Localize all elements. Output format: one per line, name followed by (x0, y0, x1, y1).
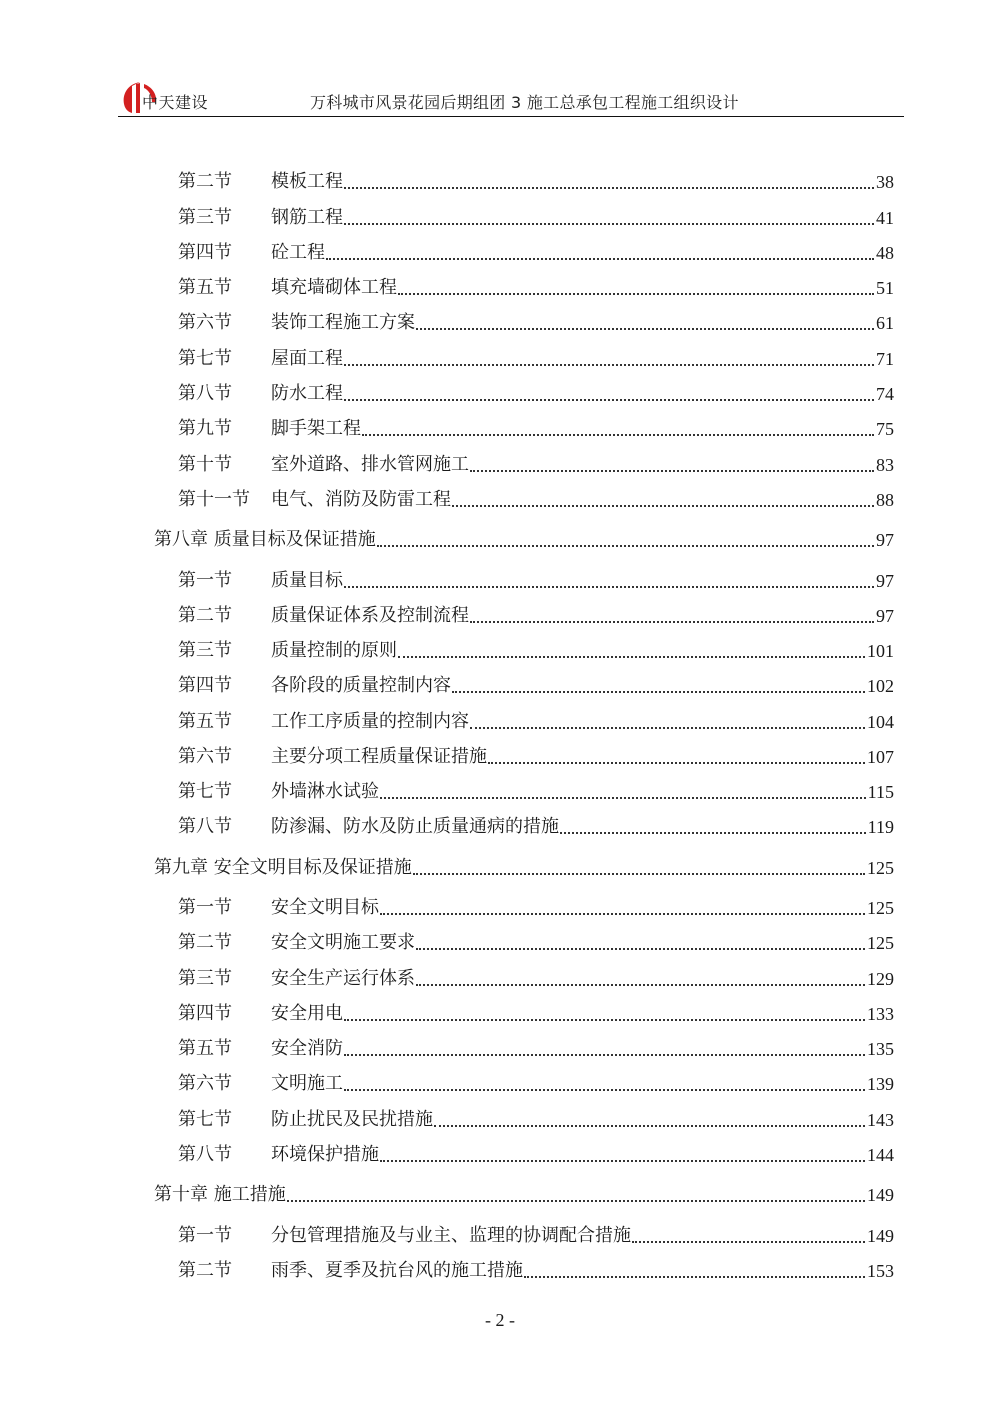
toc-page-number: 125 (867, 933, 894, 953)
dot-leader (380, 797, 866, 799)
dot-leader (452, 691, 865, 693)
toc-section-entry[interactable] (0, 1069, 1000, 1095)
toc-page-number: 74 (876, 384, 894, 404)
toc-section-entry[interactable] (0, 893, 1000, 919)
dot-leader (416, 984, 865, 986)
toc-section-title: 质量保证体系及控制流程 (271, 605, 469, 626)
toc-section-number: 第四节 (178, 675, 232, 696)
toc-section-entry[interactable] (0, 928, 1000, 954)
toc-page-number: 61 (876, 313, 894, 333)
toc-section-title: 环境保护措施 (271, 1144, 379, 1165)
toc-section-title: 安全文明目标 (271, 897, 379, 918)
toc-section-title: 防止扰民及民扰措施 (271, 1109, 433, 1130)
toc-section-title: 防水工程 (271, 383, 343, 404)
toc-section-number: 第九节 (178, 418, 232, 439)
toc-section-title: 工作工序质量的控制内容 (271, 711, 469, 732)
dot-leader (398, 656, 865, 658)
toc-section-title: 质量目标 (271, 570, 343, 591)
toc-section-number: 第一节 (178, 570, 232, 591)
dot-leader (488, 762, 865, 764)
company-name: 中天建设 (142, 93, 209, 112)
dot-leader (344, 586, 874, 588)
toc-section-title: 室外道路、排水管网施工 (271, 454, 469, 475)
dot-leader (470, 470, 874, 472)
dot-leader (326, 258, 874, 260)
toc-section-entry[interactable] (0, 414, 1000, 440)
toc-page-number: 119 (867, 817, 894, 837)
toc-chapter-title: 第八章 质量目标及保证措施 (154, 529, 376, 550)
document-title: 万科城市风景花园后期组团 3 施工总承包工程施工组织设计 (310, 93, 739, 112)
dot-leader (380, 913, 865, 915)
dot-leader (344, 399, 874, 401)
toc-section-entry[interactable] (0, 777, 1000, 803)
page-header (118, 78, 904, 117)
toc-page-number: 125 (867, 898, 894, 918)
toc-section-entry[interactable] (0, 707, 1000, 733)
toc-section-number: 第七节 (178, 1109, 232, 1130)
dot-leader (287, 1200, 865, 1202)
toc-page-number: 149 (867, 1226, 894, 1246)
toc-page-number: 97 (876, 571, 894, 591)
toc-section-entry[interactable] (0, 1256, 1000, 1282)
toc-section-entry[interactable] (0, 812, 1000, 838)
toc-section-number: 第八节 (178, 383, 232, 404)
toc-chapter-title: 第九章 安全文明目标及保证措施 (154, 857, 412, 878)
toc-section-number: 第五节 (178, 711, 232, 732)
toc-section-entry[interactable] (0, 1140, 1000, 1166)
toc-chapter-entry[interactable] (0, 525, 1000, 551)
toc-page-number: 97 (876, 530, 894, 550)
toc-section-number: 第八节 (178, 816, 232, 837)
toc-section-number: 第五节 (178, 277, 232, 298)
toc-section-title: 电气、消防及防雷工程 (271, 489, 451, 510)
toc-section-number: 第三节 (178, 968, 232, 989)
toc-section-entry[interactable] (0, 203, 1000, 229)
toc-page-number: 38 (876, 172, 894, 192)
toc-section-entry[interactable] (0, 742, 1000, 768)
toc-chapter-title: 第十章 施工措施 (154, 1184, 286, 1205)
toc-section-entry[interactable] (0, 485, 1000, 511)
toc-section-title: 装饰工程施工方案 (271, 312, 415, 333)
toc-section-number: 第六节 (178, 312, 232, 333)
toc-page-number: 133 (867, 1004, 894, 1024)
dot-leader (434, 1125, 865, 1127)
toc-section-number: 第四节 (178, 242, 232, 263)
page-number: - 2 - (485, 1310, 515, 1330)
toc-section-title: 雨季、夏季及抗台风的施工措施 (271, 1260, 523, 1281)
toc-section-number: 第二节 (178, 1260, 232, 1281)
toc-page-number: 97 (876, 606, 894, 626)
dot-leader (377, 545, 874, 547)
dot-leader (470, 621, 874, 623)
toc-section-entry[interactable] (0, 964, 1000, 990)
toc-section-title: 分包管理措施及与业主、监理的协调配合措施 (271, 1225, 631, 1246)
toc-section-title: 各阶段的质量控制内容 (271, 675, 451, 696)
toc-page-number: 135 (867, 1039, 894, 1059)
dot-leader (560, 832, 866, 834)
toc-page-number: 83 (876, 455, 894, 475)
toc-section-number: 第一节 (178, 1225, 232, 1246)
dot-leader (452, 505, 874, 507)
toc-section-entry[interactable] (0, 167, 1000, 193)
toc-page-number: 48 (876, 243, 894, 263)
dot-leader (344, 1054, 865, 1056)
toc-section-title: 填充墙砌体工程 (271, 277, 397, 298)
toc-section-title: 主要分项工程质量保证措施 (271, 746, 487, 767)
toc-page-number: 143 (867, 1110, 894, 1130)
toc-section-entry[interactable] (0, 308, 1000, 334)
toc-section-entry[interactable] (0, 1105, 1000, 1131)
toc-section-number: 第四节 (178, 1003, 232, 1024)
toc-page-number: 102 (867, 676, 894, 696)
dot-leader (344, 364, 874, 366)
toc-page-number: 101 (867, 641, 894, 661)
toc-section-entry[interactable] (0, 344, 1000, 370)
dot-leader (344, 1019, 865, 1021)
toc-page-number: 125 (867, 858, 894, 878)
toc-section-entry[interactable] (0, 1221, 1000, 1247)
toc-section-number: 第五节 (178, 1038, 232, 1059)
toc-section-title: 脚手架工程 (271, 418, 361, 439)
toc-section-number: 第七节 (178, 781, 232, 802)
dot-leader (470, 727, 865, 729)
dot-leader (398, 293, 874, 295)
toc-section-entry[interactable] (0, 566, 1000, 592)
toc-section-entry[interactable] (0, 671, 1000, 697)
dot-leader (413, 873, 865, 875)
toc-page-number: 104 (867, 712, 894, 732)
toc-section-entry[interactable] (0, 238, 1000, 264)
toc-section-title: 文明施工 (271, 1073, 343, 1094)
dot-leader (380, 1160, 865, 1162)
toc-section-number: 第一节 (178, 897, 232, 918)
toc-page-number: 129 (867, 969, 894, 989)
toc-section-title: 屋面工程 (271, 348, 343, 369)
toc-section-entry[interactable] (0, 601, 1000, 627)
dot-leader (524, 1276, 865, 1278)
toc-section-number: 第六节 (178, 1073, 232, 1094)
toc-page-number: 139 (867, 1074, 894, 1094)
toc-section-number: 第二节 (178, 932, 232, 953)
toc-page-number: 75 (876, 419, 894, 439)
toc-section-title: 防渗漏、防水及防止质量通病的措施 (271, 816, 559, 837)
dot-leader (362, 434, 874, 436)
toc-section-title: 安全用电 (271, 1003, 343, 1024)
toc-section-number: 第二节 (178, 605, 232, 626)
toc-section-number: 第十节 (178, 454, 232, 475)
toc-chapter-entry[interactable] (0, 853, 1000, 879)
toc-section-title: 质量控制的原则 (271, 640, 397, 661)
toc-page-number: 51 (876, 278, 894, 298)
toc-section-number: 第三节 (178, 207, 232, 228)
toc-section-title: 钢筋工程 (271, 207, 343, 228)
toc-section-number: 第六节 (178, 746, 232, 767)
toc-page-number: 71 (876, 349, 894, 369)
toc-section-number: 第十一节 (178, 489, 250, 510)
toc-section-entry[interactable] (0, 636, 1000, 662)
dot-leader (416, 948, 865, 950)
toc-section-entry[interactable] (0, 999, 1000, 1025)
toc-section-number: 第八节 (178, 1144, 232, 1165)
dot-leader (344, 187, 874, 189)
toc-section-title: 安全生产运行体系 (271, 968, 415, 989)
toc-section-number: 第二节 (178, 171, 232, 192)
toc-page-number: 149 (867, 1185, 894, 1205)
toc-section-title: 安全消防 (271, 1038, 343, 1059)
toc-chapter-entry[interactable] (0, 1180, 1000, 1206)
toc-page-number: 41 (876, 208, 894, 228)
toc-section-title: 安全文明施工要求 (271, 932, 415, 953)
toc-section-title: 砼工程 (271, 242, 325, 263)
toc-page-number: 107 (867, 747, 894, 767)
toc-section-entry[interactable] (0, 450, 1000, 476)
dot-leader (344, 1089, 865, 1091)
toc-page-number: 144 (867, 1145, 894, 1165)
toc-section-entry[interactable] (0, 379, 1000, 405)
dot-leader (632, 1241, 865, 1243)
toc-section-entry[interactable] (0, 273, 1000, 299)
toc-section-entry[interactable] (0, 1034, 1000, 1060)
dot-leader (416, 328, 874, 330)
toc-page-number: 153 (867, 1261, 894, 1281)
toc-section-title: 模板工程 (271, 171, 343, 192)
toc-section-title: 外墙淋水试验 (271, 781, 379, 802)
dot-leader (344, 223, 874, 225)
toc-section-number: 第七节 (178, 348, 232, 369)
toc-page-number: 88 (876, 490, 894, 510)
toc-section-number: 第三节 (178, 640, 232, 661)
toc-page-number: 115 (867, 782, 894, 802)
